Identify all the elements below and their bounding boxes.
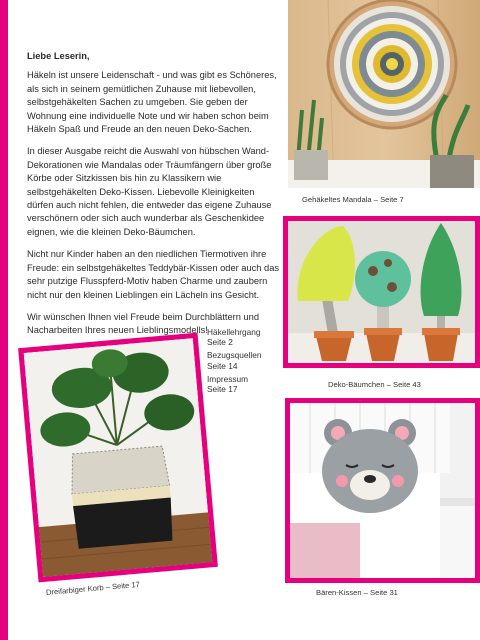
basket-photo (24, 338, 213, 577)
toc-item-page: Seite 17 (207, 384, 238, 395)
letter-paragraph-1: Häkeln ist unsere Leidenschaft - und was gibt es Schöneres, als sich in seinem gemütlichen Zuhause mit liebevollen, selbstgehäkelten Sachen zu umgeben. Sie geben der Wohnung eine individuelle Note und wir haben schon beim Häkeln Spaß und Freude an den neuen Deko-Sachen. (27, 70, 277, 135)
toc-item-page: Seite 14 (207, 360, 238, 371)
toc-item-page: Seite 2 (207, 337, 233, 348)
toc-item[interactable] (207, 350, 261, 370)
trees-photo (288, 221, 475, 363)
toc-item[interactable] (207, 327, 261, 347)
editorial-letter (27, 50, 283, 369)
letter-paragraph-4: Wir wünschen Ihnen viel Freude beim Durchblättern und Nacharbeiten Ihres neuen Lieblingsmodells! (27, 311, 260, 336)
basket-photo-group (18, 333, 218, 583)
letter-paragraph-3: Nicht nur Kinder haben an den niedlichen Tiermotiven ihre Freude: ein selbstgehäkeltes Teddybär-Kissen oder auch das sehr putzige Flusspferd-Motiv haben Charme und zaubern nicht nur den kleinen Lieblingen ein Lächeln ins Gesicht. (27, 249, 280, 300)
caption-mandala: Gehäkeltes Mandala – Seite 7 (302, 195, 404, 204)
bear-photo (290, 403, 475, 578)
mandala-photo (288, 0, 480, 188)
contents-list (207, 327, 261, 397)
toc-item[interactable] (207, 374, 261, 394)
caption-basket: Dreifarbiger Korb – Seite 17 (45, 579, 141, 597)
letter-paragraph-2: In dieser Ausgabe reicht die Auswahl von hübschen Wand-Dekorationen wie Mandalas oder Träumfängern über große Körbe oder Sitzkissen bis hin zu Klassikern wie selbstgehäkelten Deko-Kissen. Liebevolle Kleinigkeiten dürfen auch nicht fehlen, die entweder das eigene Zuhause verschönern oder sich auch wunderbar als Geschenkidee eignen, wie die kleinen Deko-Bäumchen. (27, 146, 272, 237)
caption-trees: Deko-Bäumchen – Seite 43 (328, 380, 421, 389)
accent-bar (0, 0, 8, 640)
caption-bear: Bären-Kissen – Seite 31 (316, 588, 398, 597)
toc-item-label: Häkellehrgang (207, 327, 261, 337)
toc-item-label: Bezugsquellen (207, 350, 262, 361)
letter-greeting: Liebe Leserin, (27, 51, 90, 61)
toc-item-label: Impressum (207, 373, 249, 384)
